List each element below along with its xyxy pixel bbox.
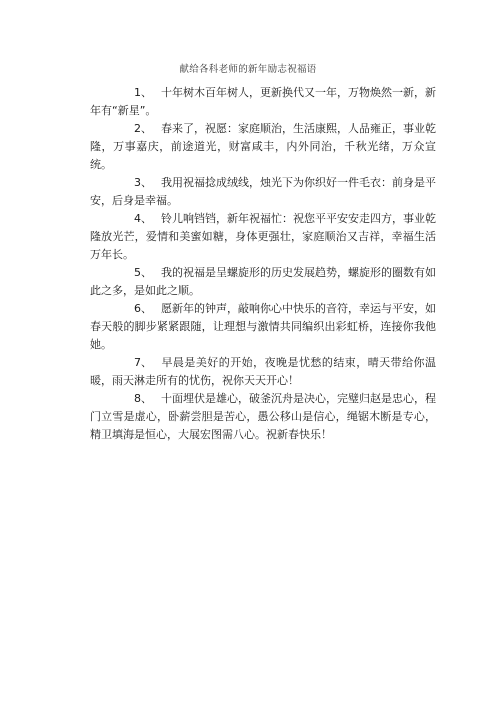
list-item bbox=[90, 210, 436, 264]
document-title: 献给各科老师的新年励志祝福语 bbox=[179, 64, 317, 75]
item-number: 3、 bbox=[134, 176, 152, 189]
item-text: 铃儿响铛铛，新年祝福忙：祝您平平安安走四方，事业乾隆放光芒，爱情和美蜜如糖，身体更强壮，家庭顺治又吉祥，幸福生活万年长。 bbox=[90, 212, 436, 261]
item-text: 愿新年的钟声，敲响你心中快乐的音符，幸运与平安，如春天般的脚步紧紧跟随，让理想与激情共同编织出彩虹桥，连接你我他她。 bbox=[90, 302, 436, 351]
item-number: 1、 bbox=[134, 86, 152, 99]
item-text: 十面埋伏是雄心，破釜沉舟是决心，完璧归赵是忠心，程门立雪是虚心，卧薪尝胆是苦心，愚公移山是信心，绳锯木断是专心，精卫填海是恒心，大展宏图需八心。祝新春快乐！ bbox=[90, 392, 436, 441]
list-item bbox=[90, 120, 436, 174]
item-number: 8、 bbox=[134, 392, 152, 405]
list-item bbox=[90, 354, 436, 390]
list-item bbox=[90, 390, 436, 444]
list-item bbox=[90, 264, 436, 300]
item-number: 4、 bbox=[134, 212, 152, 225]
item-number: 2、 bbox=[134, 122, 152, 135]
item-number: 7、 bbox=[134, 356, 152, 369]
document-body bbox=[90, 84, 436, 444]
item-text: 早晨是美好的开始，夜晚是忧愁的结束，晴天带给你温暖，雨天淋走所有的忧伤，祝你天天开心！ bbox=[90, 356, 436, 387]
item-text: 十年树木百年树人，更新换代又一年，万物焕然一新，新年有“新星”。 bbox=[90, 86, 436, 117]
item-number: 6、 bbox=[134, 302, 152, 315]
list-item bbox=[90, 84, 436, 120]
item-text: 春来了，祝愿：家庭顺治，生活康熙，人品雍正，事业乾隆，万事嘉庆，前途道光，财富咸丰，内外同治，千秋光绪，万众宣统。 bbox=[90, 122, 436, 171]
item-number: 5、 bbox=[134, 266, 152, 279]
item-text: 我用祝福捻成绒线，烛光下为你织好一件毛衣：前身是平安，后身是幸福。 bbox=[90, 176, 436, 207]
list-item bbox=[90, 300, 436, 354]
list-item bbox=[90, 174, 436, 210]
item-text: 我的祝福是呈螺旋形的历史发展趋势，螺旋形的圈数有如此之多，是如此之顺。 bbox=[90, 266, 436, 297]
